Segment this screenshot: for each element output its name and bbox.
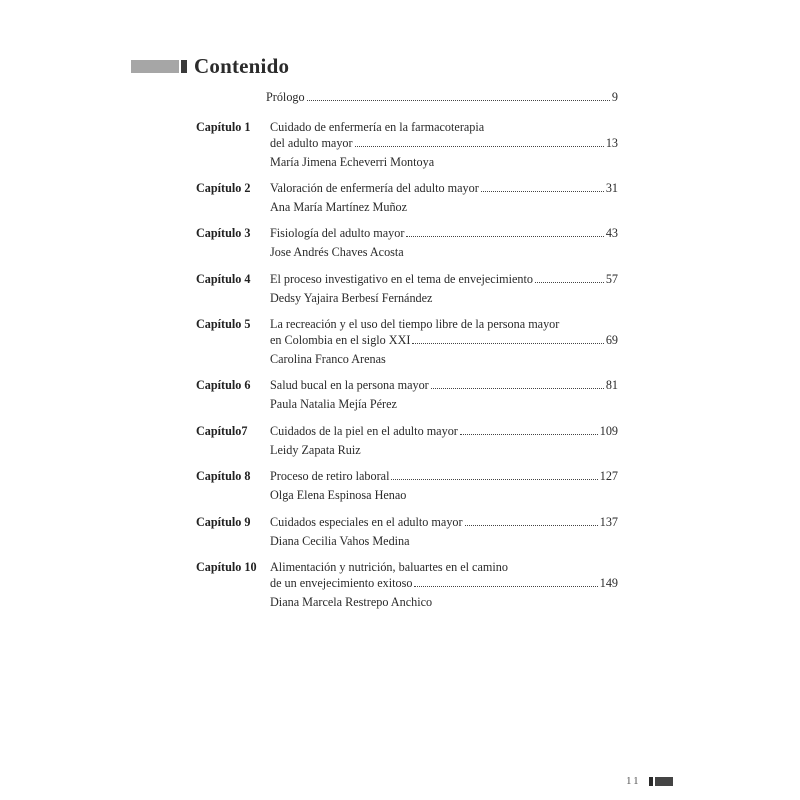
dot-leader (307, 99, 610, 101)
chapter-label: Capítulo 4 (196, 272, 251, 286)
chapter-author: Carolina Franco Arenas (270, 352, 386, 366)
chapter-title-line: Fisiología del adulto mayor (270, 226, 405, 240)
dot-leader (355, 145, 604, 147)
chapter-title-line: Salud bucal en la persona mayor (270, 378, 429, 392)
chapter-page: 81 (605, 378, 618, 392)
chapter-label: Capítulo 9 (196, 515, 251, 529)
chapter-page: 127 (599, 469, 618, 483)
chapter-title-leader (270, 225, 618, 241)
dot-leader (414, 585, 597, 587)
chapter-title-line: Alimentación y nutrición, baluartes en el camino (270, 560, 508, 574)
prologue-page: 9 (611, 90, 618, 104)
chapter-title-leader (270, 135, 618, 151)
dot-leader (391, 478, 597, 480)
chapter-title-leader (270, 180, 618, 196)
chapter-label: Capítulo 8 (196, 469, 251, 483)
chapter-author: Ana María Martínez Muñoz (270, 200, 408, 214)
dot-leader (465, 524, 598, 526)
footer-dark-bar (649, 777, 653, 786)
dot-leader (406, 235, 603, 237)
chapter-title-leader (270, 468, 618, 484)
chapter-page: 31 (605, 181, 618, 195)
chapter-title-line: de un envejecimiento exitoso (270, 576, 413, 590)
chapter-page: 43 (605, 226, 618, 240)
page-number: 11 (626, 775, 641, 787)
chapter-author: Dedsy Yajaira Berbesí Fernández (270, 291, 433, 305)
chapter-title-leader (270, 423, 618, 439)
chapter-title-line: en Colombia en el siglo XXI (270, 333, 411, 347)
chapter-author: Diana Cecilia Vahos Medina (270, 534, 410, 548)
chapter-page: 69 (605, 333, 618, 347)
chapter-title-line: del adulto mayor (270, 136, 353, 150)
chapter-page: 149 (599, 576, 618, 590)
chapter-title-leader (270, 332, 618, 348)
chapter-author: Diana Marcela Restrepo Anchico (270, 595, 433, 609)
chapter-title-line: La recreación y el uso del tiempo libre de la persona mayor (270, 317, 560, 331)
chapter-label: Capítulo 2 (196, 181, 251, 195)
chapter-title-leader (270, 575, 618, 591)
chapter-label: Capítulo7 (196, 424, 248, 438)
chapter-label: Capítulo 6 (196, 378, 251, 392)
chapter-author: Jose Andrés Chaves Acosta (270, 245, 404, 259)
chapter-title-line: Cuidado de enfermería en la farmacoterapia (270, 120, 485, 134)
chapter-title-leader (270, 377, 618, 393)
chapter-title-leader (270, 514, 618, 530)
chapter-title-line: El proceso investigativo en el tema de envejecimiento (270, 272, 533, 286)
toc-entry-prologue[interactable] (266, 89, 618, 105)
dot-leader (460, 433, 598, 435)
chapter-title-leader (270, 271, 618, 287)
chapter-page: 13 (605, 136, 618, 150)
chapter-title-line: Proceso de retiro laboral (270, 469, 390, 483)
chapter-author: Paula Natalia Mejía Pérez (270, 397, 397, 411)
chapter-author: Leidy Zapata Ruiz (270, 443, 361, 457)
prologue-title: Prólogo (266, 90, 305, 104)
chapter-label: Capítulo 5 (196, 317, 251, 331)
dot-leader (481, 190, 604, 192)
chapter-author: María Jimena Echeverri Montoya (270, 155, 435, 169)
chapter-title-line: Cuidados de la piel en el adulto mayor (270, 424, 458, 438)
page-footer (626, 775, 673, 787)
chapter-page: 109 (599, 424, 618, 438)
chapter-title-line: Valoración de enfermería del adulto mayor (270, 181, 479, 195)
chapter-title-line: Cuidados especiales en el adulto mayor (270, 515, 463, 529)
chapter-label: Capítulo 10 (196, 560, 257, 574)
dot-leader (535, 281, 604, 283)
footer-gray-bar (655, 777, 673, 786)
chapter-page: 137 (599, 515, 618, 529)
dot-leader (431, 387, 604, 389)
chapter-label: Capítulo 3 (196, 226, 251, 240)
chapter-author: Olga Elena Espinosa Henao (270, 488, 407, 502)
dot-leader (412, 342, 603, 344)
chapter-label: Capítulo 1 (196, 120, 251, 134)
page-title: Contenido (194, 54, 290, 78)
chapter-page: 57 (605, 272, 618, 286)
